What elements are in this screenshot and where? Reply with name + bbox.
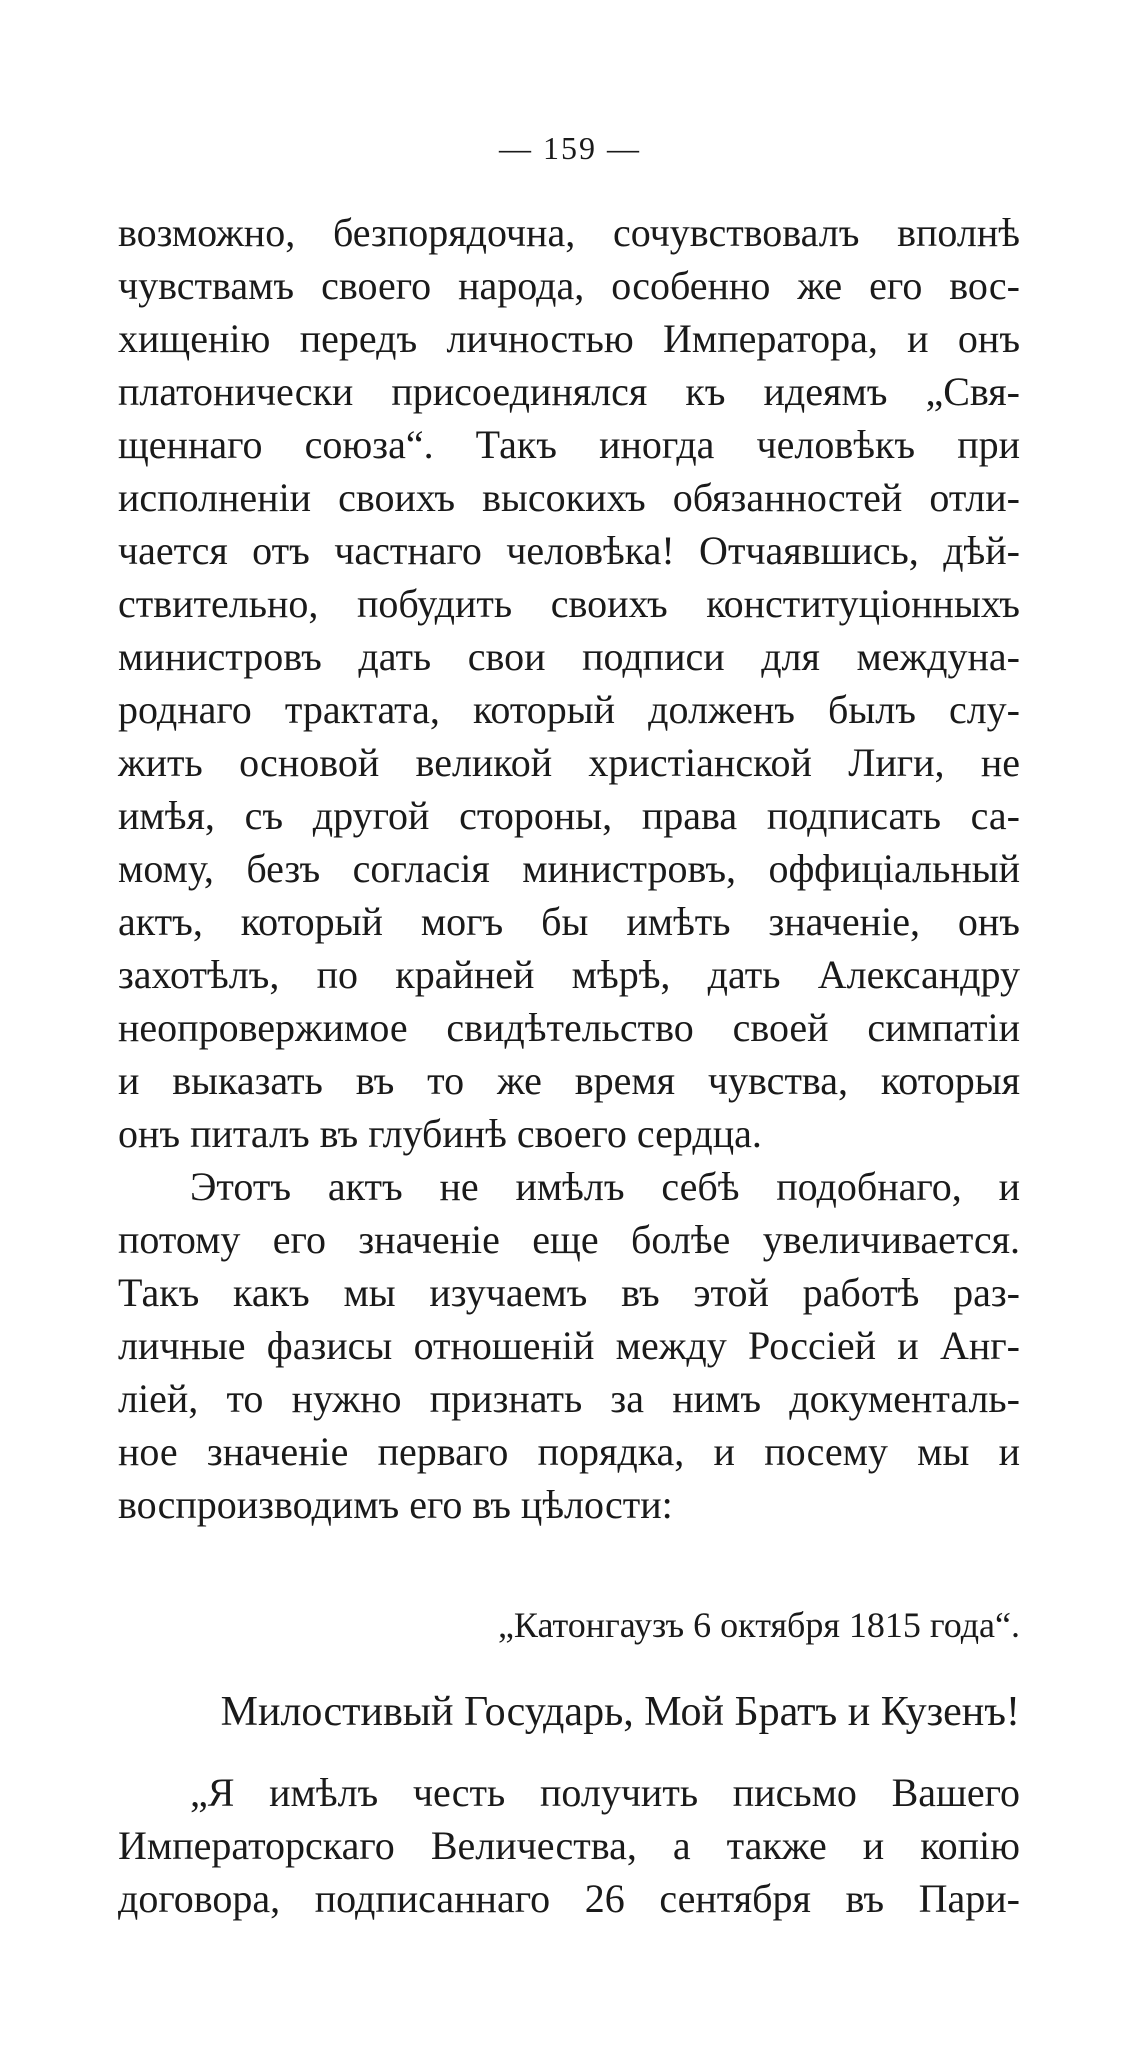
text-line: Императорскаго Величества, а также и копію xyxy=(118,1823,1020,1868)
text-line: неопровержимое свидѣтельство своей симпатіи xyxy=(118,1005,1020,1050)
text-line: исполненіи своихъ высокихъ обязанностей отли- xyxy=(118,475,1020,520)
text-line: и выказать въ то же время чувства, которыя xyxy=(118,1058,1020,1103)
text-line: имѣя, съ другой стороны, права подписать са- xyxy=(118,793,1020,838)
text-line: ствительно, побудить своихъ конституціонныхъ xyxy=(118,581,1020,626)
text-line: потому его значеніе еще болѣе увеличивается. xyxy=(118,1217,1020,1262)
text-line: роднаго трактата, который долженъ былъ слу- xyxy=(118,687,1020,732)
text-line: личные фазисы отношеній между Россіей и Анг- xyxy=(118,1323,1020,1368)
text-line: чувствамъ своего народа, особенно же его вос- xyxy=(118,263,1020,308)
text-line: актъ, который могъ бы имѣть значеніе, онъ xyxy=(118,899,1020,944)
text-line: Такъ какъ мы изучаемъ въ этой работѣ раз- xyxy=(118,1270,1020,1315)
text-line: хищенію передъ личностью Императора, и онъ xyxy=(118,316,1020,361)
text-line: Этотъ актъ не имѣлъ себѣ подобнаго, и xyxy=(190,1164,1020,1209)
text-line: жить основой великой христіанской Лиги, не xyxy=(118,740,1020,785)
letter-salutation: Милостивый Государь, Мой Братъ и Кузенъ! xyxy=(220,1689,1020,1735)
text-line: ліей, то нужно признать за нимъ документаль- xyxy=(118,1376,1020,1421)
text-line: ное значеніе перваго порядка, и посему мы и xyxy=(118,1429,1020,1474)
text-line: щеннаго союза“. Такъ иногда человѣкъ при xyxy=(118,422,1020,467)
text-line: мому, безъ согласія министровъ, оффиціальный xyxy=(118,846,1020,891)
text-line: платонически присоединялся къ идеямъ „Свя- xyxy=(118,369,1020,414)
text-line: „Я имѣлъ честь получить письмо Вашего xyxy=(190,1770,1020,1815)
text-line: воспроизводимъ его въ цѣлости: xyxy=(118,1482,673,1527)
text-line: чается отъ частнаго человѣка! Отчаявшись, дѣй- xyxy=(118,528,1020,573)
text-line: возможно, безпорядочна, сочувствовалъ вполнѣ xyxy=(118,210,1020,255)
text-line: онъ питалъ въ глубинѣ своего сердца. xyxy=(118,1111,762,1156)
text-line: договора, подписаннаго 26 сентября въ Пари- xyxy=(118,1876,1020,1921)
page-number: — 159 — xyxy=(499,130,641,166)
letter-dateline: „Катонгаузъ 6 октября 1815 года“. xyxy=(497,1605,1020,1645)
text-line: захотѣлъ, по крайней мѣрѣ, дать Александру xyxy=(118,952,1020,997)
text-line: министровъ дать свои подписи для междуна- xyxy=(118,634,1020,679)
